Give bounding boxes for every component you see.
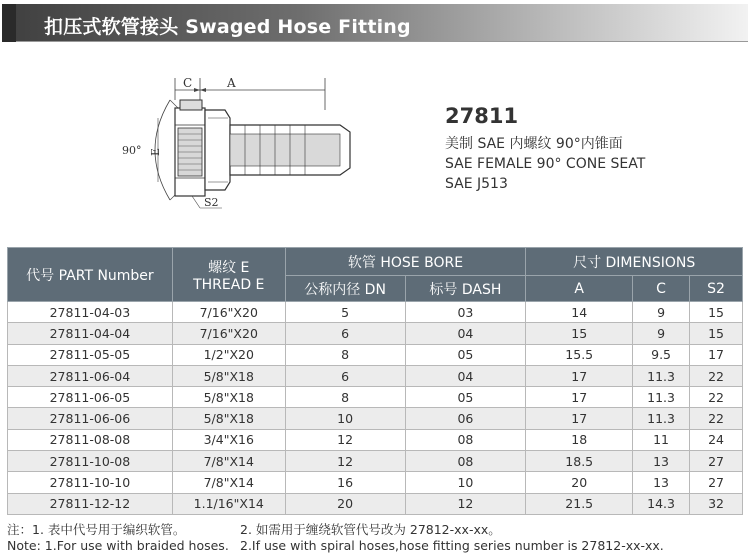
cell-dn: 10	[285, 408, 405, 429]
header-c: C	[633, 276, 690, 302]
cell-dash: 03	[405, 302, 526, 323]
cell-part: 27811-06-06	[8, 408, 173, 429]
cell-c: 13	[633, 451, 690, 472]
header-thread-cn: 螺纹 E	[208, 259, 250, 276]
cell-dn: 6	[285, 365, 405, 386]
cell-thread: 5/8"X18	[172, 408, 285, 429]
table-row	[8, 472, 743, 493]
product-desc-en: SAE FEMALE 90° CONE SEAT	[445, 156, 646, 172]
notes-left	[7, 522, 229, 554]
cell-dash: 04	[405, 365, 526, 386]
header-dash: 标号 DASH	[405, 276, 526, 302]
cell-part: 27811-10-08	[8, 451, 173, 472]
cell-a: 15	[526, 323, 633, 344]
table-row	[8, 493, 743, 514]
table-row	[8, 387, 743, 408]
header-dimensions: 尺寸 DIMENSIONS	[526, 248, 743, 276]
cell-part: 27811-08-08	[8, 429, 173, 450]
table-row	[8, 451, 743, 472]
notes-right	[240, 522, 664, 554]
cell-c: 11	[633, 429, 690, 450]
cell-s2: 17	[690, 344, 743, 365]
cell-dash: 06	[405, 408, 526, 429]
cell-dash: 10	[405, 472, 526, 493]
dim-c-label: C	[183, 76, 193, 90]
table-row	[8, 429, 743, 450]
product-info	[445, 104, 645, 194]
cell-dash: 08	[405, 451, 526, 472]
cell-thread: 3/4"X16	[172, 429, 285, 450]
product-code: 27811	[445, 104, 519, 128]
cell-a: 17	[526, 408, 633, 429]
table-row	[8, 408, 743, 429]
cell-part: 27811-05-05	[8, 344, 173, 365]
fitting-drawing	[100, 70, 400, 230]
cell-thread: 5/8"X18	[172, 387, 285, 408]
table-row	[8, 365, 743, 386]
cell-a: 21.5	[526, 493, 633, 514]
header-bar	[2, 4, 748, 42]
cell-s2: 15	[690, 302, 743, 323]
cell-a: 14	[526, 302, 633, 323]
cell-dn: 16	[285, 472, 405, 493]
dim-a-label: A	[227, 76, 236, 90]
cell-part: 27811-06-04	[8, 365, 173, 386]
header-thread	[172, 248, 285, 302]
dim-e-label: E	[149, 147, 162, 156]
cell-a: 17	[526, 365, 633, 386]
cell-dn: 5	[285, 302, 405, 323]
cell-a: 18	[526, 429, 633, 450]
cell-a: 15.5	[526, 344, 633, 365]
cell-a: 20	[526, 472, 633, 493]
cell-c: 11.3	[633, 387, 690, 408]
cell-thread: 1.1/16"X14	[172, 493, 285, 514]
cell-c: 9	[633, 302, 690, 323]
angle-label: 90°	[122, 144, 142, 157]
header-hose-bore: 软管 HOSE BORE	[285, 248, 526, 276]
cell-thread: 5/8"X18	[172, 365, 285, 386]
cell-dash: 12	[405, 493, 526, 514]
cell-dn: 20	[285, 493, 405, 514]
header-thread-en: THREAD E	[193, 276, 265, 293]
note2-cn: 2. 如需用于缠绕软管代号改为 27812-xx-xx。	[240, 522, 501, 537]
spec-table	[7, 247, 743, 515]
table-row	[8, 344, 743, 365]
cell-c: 9.5	[633, 344, 690, 365]
header-dn: 公称内径 DN	[285, 276, 405, 302]
cell-part: 27811-06-05	[8, 387, 173, 408]
note1-en: Note: 1.For use with braided hoses.	[7, 538, 229, 553]
cell-c: 9	[633, 323, 690, 344]
cell-s2: 27	[690, 451, 743, 472]
cell-dn: 6	[285, 323, 405, 344]
cell-thread: 1/2"X20	[172, 344, 285, 365]
cell-s2: 22	[690, 408, 743, 429]
note1-cn: 注：1. 表中代号用于编织软管。	[7, 522, 186, 537]
cell-dn: 8	[285, 344, 405, 365]
cell-part: 27811-04-03	[8, 302, 173, 323]
cell-dn: 12	[285, 429, 405, 450]
cell-s2: 15	[690, 323, 743, 344]
note2-en: 2.If use with spiral hoses,hose fitting series number is 27812-xx-xx.	[240, 538, 664, 553]
cell-part: 27811-12-12	[8, 493, 173, 514]
cell-dash: 05	[405, 344, 526, 365]
table-row	[8, 323, 743, 344]
cell-s2: 32	[690, 493, 743, 514]
cell-thread: 7/16"X20	[172, 323, 285, 344]
product-desc-cn: 美制 SAE 内螺纹 90°内锥面	[445, 136, 623, 152]
cell-c: 11.3	[633, 408, 690, 429]
header-a: A	[526, 276, 633, 302]
dim-s2-label: S2	[204, 196, 219, 209]
cell-s2: 22	[690, 387, 743, 408]
cell-dash: 08	[405, 429, 526, 450]
cell-c: 14.3	[633, 493, 690, 514]
cell-dn: 12	[285, 451, 405, 472]
header-accent	[2, 4, 16, 42]
cell-thread: 7/8"X14	[172, 472, 285, 493]
cell-s2: 24	[690, 429, 743, 450]
cell-thread: 7/8"X14	[172, 451, 285, 472]
header-part-number: 代号 PART Number	[8, 248, 173, 302]
cell-a: 18.5	[526, 451, 633, 472]
cell-part: 27811-10-10	[8, 472, 173, 493]
cell-dash: 04	[405, 323, 526, 344]
cell-dn: 8	[285, 387, 405, 408]
cell-s2: 22	[690, 365, 743, 386]
page-title: 扣压式软管接头 Swaged Hose Fitting	[44, 16, 411, 38]
table-row	[8, 302, 743, 323]
product-standard: SAE J513	[445, 176, 508, 192]
cell-c: 13	[633, 472, 690, 493]
cell-thread: 7/16"X20	[172, 302, 285, 323]
cell-c: 11.3	[633, 365, 690, 386]
cell-s2: 27	[690, 472, 743, 493]
cell-part: 27811-04-04	[8, 323, 173, 344]
cell-a: 17	[526, 387, 633, 408]
header-s2: S2	[690, 276, 743, 302]
cell-dash: 05	[405, 387, 526, 408]
